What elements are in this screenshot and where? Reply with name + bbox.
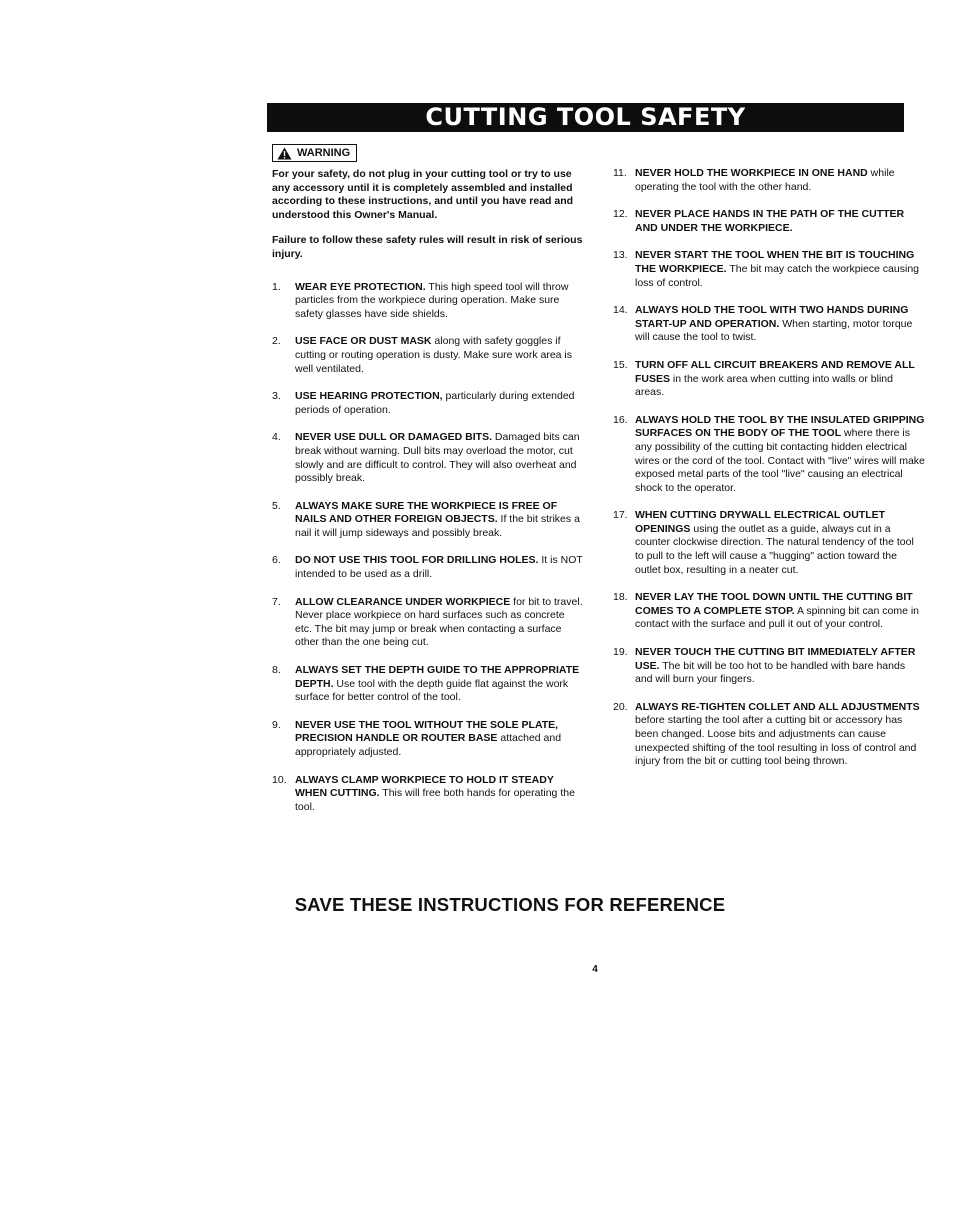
rule-heading: ALWAYS SET THE DEPTH GUIDE TO THE APPROPRIATE DEPTH. [295, 664, 580, 690]
warning-label: WARNING [297, 147, 351, 159]
rule-text: The bit may catch the workpiece causing loss of control. [635, 262, 919, 289]
page-number: 4 [592, 964, 598, 975]
rule-heading: DO NOT USE THIS TOOL FOR DRILLING HOLES. [295, 554, 539, 567]
rule-heading: ALWAYS RE-TIGHTEN COLLET AND ALL ADJUSTMENTS [635, 700, 920, 713]
rule-heading: ALWAYS HOLD THE TOOL BY THE INSULATED GRIPPING SURFACES ON THE BODY OF THE TOOL [635, 413, 925, 440]
list-item [272, 500, 584, 541]
rule-text: The bit will be too hot to be handled with bare hands and will burn your fingers. [635, 659, 906, 686]
rule-number: 20. [613, 700, 628, 713]
list-item [272, 774, 584, 815]
list-item [272, 554, 584, 581]
rule-heading: TURN OFF ALL CIRCUIT BREAKERS AND REMOVE ALL FUSES [635, 358, 915, 385]
rule-text: Damaged bits can break without warning. Dull bits may overload the motor, cut slowly and are difficult to control. They will also overheat and possibly break. [295, 431, 580, 485]
rule-number: 4. [272, 431, 281, 444]
rule-heading: NEVER USE DULL OR DAMAGED BITS. [295, 431, 492, 444]
rule-number: 2. [272, 335, 281, 348]
safety-rules-list-right [613, 167, 925, 769]
rule-heading: NEVER PLACE HANDS IN THE PATH OF THE CUTTER AND UNDER THE WORKPIECE. [635, 208, 905, 234]
rule-heading: NEVER TOUCH THE CUTTING BIT IMMEDIATELY AFTER USE. [635, 646, 916, 672]
rule-text: for bit to travel. Never place workpiece on hard surfaces such as concrete etc. The bit may jump or break when contacting a surface other than the one being cut. [295, 595, 583, 649]
rule-heading: NEVER START THE TOOL WHEN THE BIT IS TOUCHING THE WORKPIECE. [635, 249, 915, 275]
rule-text: It is NOT intended to be used as a drill. [295, 554, 583, 581]
rule-text: This high speed tool will throw particles from the workpiece during operation. Make sure safety glasses have side shields. [295, 280, 569, 320]
list-item [272, 431, 584, 485]
warning-triangle-icon [277, 147, 292, 160]
rule-number: 3. [272, 390, 281, 403]
list-item [272, 390, 584, 417]
list-item [613, 646, 925, 687]
rule-heading: ALWAYS HOLD THE TOOL WITH TWO HANDS DURING START-UP AND OPERATION. [635, 304, 909, 330]
list-item [613, 208, 925, 235]
rule-text: in the work area when cutting into walls or blind areas. [635, 372, 893, 399]
rule-number: 7. [272, 595, 281, 608]
rule-text: attached and appropriately adjusted. [295, 732, 562, 758]
rule-heading: NEVER LAY THE TOOL DOWN UNTIL THE CUTTING BIT COMES TO A COMPLETE STOP. [635, 591, 913, 617]
rule-number: 16. [613, 413, 628, 426]
save-instructions-heading: SAVE THESE INSTRUCTIONS FOR REFERENCE [294, 894, 726, 915]
rule-number: 10. [272, 773, 287, 786]
list-item [613, 414, 925, 496]
rule-text: This will free both hands for operating the tool. [295, 787, 575, 813]
warning-intro: For your safety, do not plug in your cutting tool or try to use any accessory until it is completely assembled and installed according to these instructions, and until you have read and understood this Owner's Manual. [272, 168, 574, 221]
list-item [613, 701, 925, 769]
rule-heading: USE HEARING PROTECTION, [295, 390, 443, 403]
warning-intro-2: Failure to follow these safety rules will result in risk of serious injury. [272, 234, 583, 260]
rule-number: 5. [272, 499, 281, 512]
list-item [272, 719, 584, 760]
list-item [613, 359, 925, 400]
list-item [613, 509, 925, 577]
rule-number: 15. [613, 358, 628, 371]
rule-number: 12. [613, 208, 628, 221]
rule-text: while operating the tool with the other hand. [635, 167, 895, 193]
list-item [272, 664, 584, 705]
rule-heading: WEAR EYE PROTECTION. [295, 280, 426, 293]
rule-number: 8. [272, 664, 281, 677]
rule-heading: ALWAYS CLAMP WORKPIECE TO HOLD IT STEADY WHEN CUTTING. [295, 773, 554, 800]
rule-number: 11. [613, 167, 627, 179]
rule-number: 6. [272, 554, 281, 567]
list-item [613, 591, 925, 632]
rule-number: 14. [613, 304, 628, 317]
rule-number: 1. [272, 280, 281, 293]
rule-heading: NEVER HOLD THE WORKPIECE IN ONE HAND [635, 167, 868, 179]
rule-number: 13. [613, 249, 628, 262]
rule-heading: USE FACE OR DUST MASK [295, 335, 432, 348]
rule-heading: ALWAYS MAKE SURE THE WORKPIECE IS FREE OF NAILS AND OTHER FOREIGN OBJECTS. [295, 499, 558, 526]
rule-text: where there is any possibility of the cutting bit contacting hidden electrical wires or the cord of the tool. Contact with "live" wires will make exposed metal parts of the tool "live" causing an electrical shock to the operator. [635, 427, 925, 494]
page-title: CUTTING TOOL SAFETY [267, 103, 904, 132]
right-column [613, 167, 925, 783]
list-item [272, 281, 584, 322]
list-item [272, 596, 584, 650]
rule-text: When starting, motor torque will cause the tool to twist. [635, 317, 913, 344]
rule-text: using the outlet as a guide, always cut in a counter clockwise direction. The natural tendency of the tool to pull to the left will cause a "hugging" action toward the outlet box, resulting in a neater cut. [635, 522, 914, 576]
rule-number: 19. [613, 646, 628, 659]
rule-heading: WHEN CUTTING DRYWALL ELECTRICAL OUTLET OPENINGS [635, 509, 886, 535]
rule-text: particularly during extended periods of operation. [295, 390, 575, 416]
safety-rules-list-left [272, 281, 584, 815]
list-item [272, 335, 584, 376]
list-item [613, 167, 925, 194]
rule-text: If the bit strikes a nail it will jump sideways and possibly break. [295, 513, 580, 539]
rule-heading: NEVER USE THE TOOL WITHOUT THE SOLE PLATE, PRECISION HANDLE OR ROUTER BASE [295, 718, 559, 745]
rule-text: before starting the tool after a cutting bit or accessory has been changed. Loose bits and adjustments can cause unexpected shifting of the tool resulting in loss of control and injury from the bit or cutting tool being thrown. [635, 714, 917, 768]
rule-text: along with safety goggles if cutting or routing operation is dusty. Make sure work area is well ventilated. [295, 335, 573, 375]
rule-number: 17. [613, 509, 628, 522]
list-item [613, 249, 925, 290]
list-item [613, 304, 925, 345]
rule-text: A spinning bit can come in contact with the surface and pull it out of your control. [635, 604, 920, 631]
warning-label-box [272, 144, 357, 162]
rule-number: 18. [613, 591, 628, 604]
rule-text: Use tool with the depth guide flat against the work surface for better control of the tool. [295, 677, 569, 704]
rule-number: 9. [272, 718, 281, 731]
rule-heading: ALLOW CLEARANCE UNDER WORKPIECE [295, 595, 511, 608]
left-column [272, 168, 584, 828]
